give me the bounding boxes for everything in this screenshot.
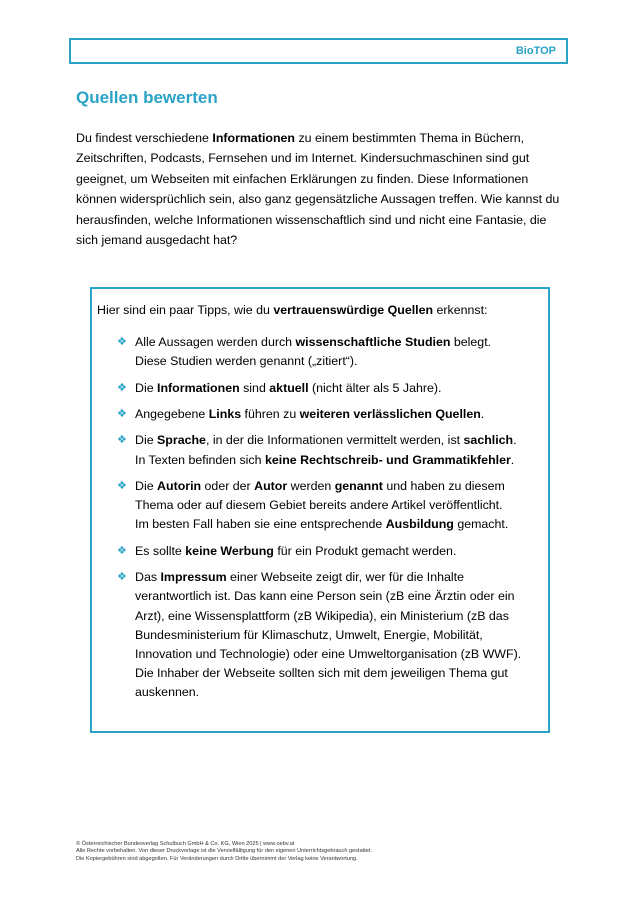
tips-intro: Hier sind ein paar Tipps, wie du vertrauenswürdige Quellen erkennst: (97, 303, 488, 317)
bold-text: Autorin (157, 478, 202, 493)
page-title: Quellen bewerten (76, 88, 218, 107)
tip-text: Die Sprache, in der die Informationen vermittelt werden, ist sachlich. In Texten befinden sich keine Rechtschreib- und Grammatikfehler. (135, 433, 517, 467)
diamond-bullet-icon: ❖ (117, 479, 127, 492)
tips-box (90, 287, 550, 733)
tip-item (117, 477, 542, 535)
header-banner (69, 38, 568, 64)
bold-text: Impressum (160, 570, 227, 585)
bold-text: sachlich (463, 433, 514, 448)
diamond-bullet-icon: ❖ (117, 544, 127, 557)
intro-paragraph: Du findest verschiedene Informationen zu einem bestimmten Thema in Büchern, Zeitschriften, Podcasts, Fernsehen und im Internet. Kindersuchmaschinen sind gut geeignet, um Webseiten mit einfachen Erklärungen zu finden. Diese Informationen können widersprüchlich sein, also ganz gegensätzliche Aussagen treffen. Wie kannst du herausfinden, welche Informationen wissenschaftlich sind und nicht eine Fantasie, die sich jemand ausgedacht hat? (76, 131, 560, 248)
bold-text: vertrauenswürdige Quellen (273, 303, 434, 317)
tip-item (117, 568, 542, 702)
bold-text: Sprache (157, 433, 206, 448)
bold-text: Autor (254, 478, 288, 493)
tip-item (117, 405, 542, 424)
tip-item (117, 333, 542, 371)
tip-item (117, 379, 542, 398)
bold-text: weiteren verlässlichen Quellen (299, 406, 481, 421)
bold-text: Links (208, 406, 242, 421)
footer-line: © Österreichischer Bundesverlag Schulbuch GmbH & Co. KG, Wien 2025 | www.oebv.at (76, 841, 295, 847)
tip-text: Alle Aussagen werden durch wissenschaftliche Studien belegt. Diese Studien werden genannt („zitiert“). (135, 335, 492, 369)
tips-list (117, 333, 542, 710)
bold-text: keine Werbung (185, 543, 274, 558)
tip-text: Es sollte keine Werbung für ein Produkt gemacht werden. (135, 543, 457, 558)
bold-text: Informationen (212, 131, 295, 145)
footer-copyright (76, 841, 576, 863)
diamond-bullet-icon: ❖ (117, 571, 127, 584)
tip-text: Die Autorin oder der Autor werden genannt und haben zu diesem Thema oder auf diesem Gebiet bereits andere Artikel veröffentlicht. Im besten Fall haben sie eine entsprechende Ausbildung gemacht. (135, 478, 509, 532)
bold-text: keine Rechtschreib- und Grammatikfehler (264, 452, 511, 467)
diamond-bullet-icon: ❖ (117, 336, 127, 348)
footer-line: Die Kopiergebühren sind abgegolten. Für Veränderungen durch Dritte übernimmt der Verlag keine Verantwortung. (76, 855, 358, 862)
diamond-bullet-icon: ❖ (117, 434, 127, 447)
bold-text: Ausbildung (385, 517, 454, 532)
tip-item (117, 431, 542, 469)
bold-text: wissenschaftliche Studien (295, 335, 451, 349)
bold-text: Informationen (157, 380, 240, 395)
bold-text: aktuell (269, 380, 309, 395)
brand-label: BioTOP (515, 45, 556, 57)
footer-line: Alle Rechte vorbehalten. Von dieser Druckvorlage ist die Vervielfältigung für den eigenen Unterrichtsgebrauch gestattet. (76, 848, 373, 855)
tip-text: Das Impressum einer Webseite zeigt dir, wer für die Inhalte verantwortlich ist. Das kann eine Person sein (zB eine Ärztin oder ein Arzt), eine Wissensplattform (zB Wikipedia), ein Ministerium (zB das Bundesministerium für Klimaschutz, Umwelt, Energie, Mobilität, Innovation und Technologie) oder eine Umweltorganisation (zB WWF). Die Inhaber der Webseite sollten sich mit dem jeweiligen Thema gut auskennen. (135, 570, 522, 700)
diamond-bullet-icon: ❖ (117, 407, 127, 420)
tip-item (117, 542, 542, 561)
tip-text: Die Informationen sind aktuell (nicht älter als 5 Jahre). (135, 380, 442, 395)
bold-text: genannt (334, 478, 383, 493)
diamond-bullet-icon: ❖ (117, 381, 127, 394)
tip-text: Angegebene Links führen zu weiteren verlässlichen Quellen. (135, 406, 485, 421)
